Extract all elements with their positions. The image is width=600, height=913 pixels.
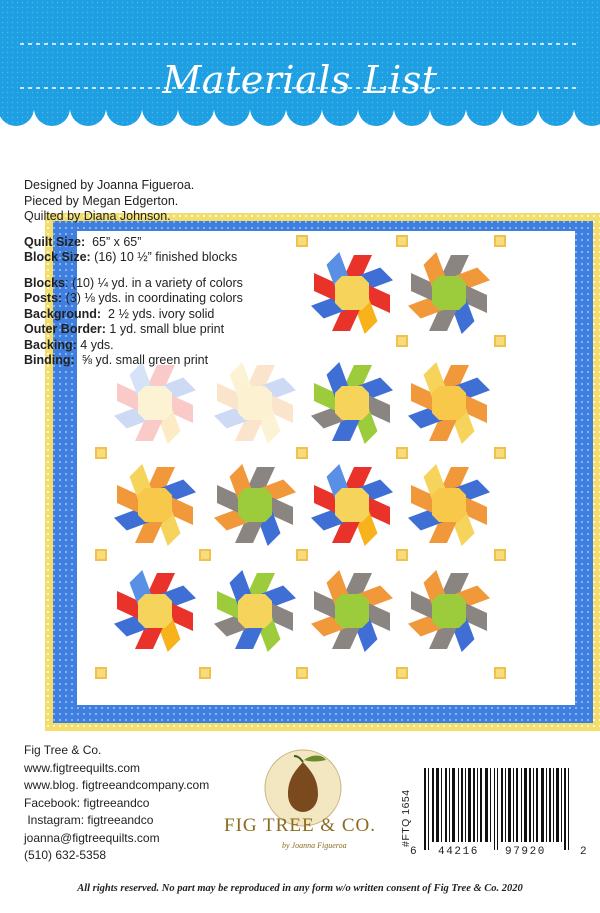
instagram-handle[interactable]: Instagram: figtreeandco xyxy=(24,813,154,827)
material-label: Binding: xyxy=(24,353,75,367)
facebook-handle[interactable]: Facebook: figtreeandco xyxy=(24,795,150,810)
email-link[interactable]: joanna@figtreequilts.com xyxy=(24,830,160,845)
material-value: (3) ⅛ yds. in coordinating colors xyxy=(62,291,243,305)
barcode-digits-left: 44216 xyxy=(438,846,480,858)
block-size-value: (16) 10 ½” finished blocks xyxy=(90,250,238,264)
barcode-digits-right: 97920 xyxy=(505,846,547,858)
quilt-size-label: Quilt Size: xyxy=(24,234,86,249)
barcode-digit-lead: 6 xyxy=(410,846,419,858)
material-value: 2 ½ yds. ivory solid xyxy=(101,306,215,321)
quilt-size xyxy=(24,235,324,251)
website-link[interactable]: www.figtreequilts.com xyxy=(24,760,141,775)
material-value: ⅝ yd. small green print xyxy=(74,353,209,367)
material-label: Blocks xyxy=(24,275,65,290)
quilt-size-value: 65” x 65” xyxy=(85,234,142,249)
block-size-label: Block Size: xyxy=(24,250,91,264)
material-label: Posts: xyxy=(24,291,63,305)
materials-info xyxy=(24,178,324,369)
material-value: 4 yds. xyxy=(76,337,114,352)
quilted-by: Quilted by Diana Johnson. xyxy=(24,209,171,223)
material-row xyxy=(24,353,324,369)
designed-by: Designed by Joanna Figueroa. xyxy=(24,178,195,192)
material-value: 1 yd. small blue print xyxy=(105,322,225,336)
copyright-notice: All rights reserved. No part may be reproduced in any form w/o written consent of Fig Tree & Co. 2020 xyxy=(77,883,523,894)
material-row xyxy=(24,338,324,354)
logo-wordmark: FIG TREE & CO. xyxy=(224,815,376,836)
pieced-by: Pieced by Megan Edgerton. xyxy=(24,193,179,208)
material-value: : (10) ¼ yd. in a variety of colors xyxy=(65,275,243,290)
contact-info xyxy=(24,742,209,865)
fig-tree-logo-icon xyxy=(238,748,368,868)
page-title: Materials List xyxy=(162,58,438,102)
header-banner xyxy=(0,0,600,132)
material-row xyxy=(24,307,324,323)
company-name: Fig Tree & Co. xyxy=(24,743,102,757)
blog-link[interactable]: www.blog. figtreeandcompany.com xyxy=(24,778,210,792)
material-label: Outer Border: xyxy=(24,322,106,336)
logo-byline: by Joanna Figueroa xyxy=(282,841,347,850)
material-row xyxy=(24,322,324,338)
material-row xyxy=(24,276,324,292)
material-row xyxy=(24,291,324,307)
material-label: Backing: xyxy=(24,337,77,352)
material-label: Background: xyxy=(24,306,102,321)
block-size xyxy=(24,250,324,266)
product-sku: #FTQ 1654 xyxy=(400,789,412,847)
phone-number: (510) 632-5358 xyxy=(24,848,107,862)
barcode-digit-check: 2 xyxy=(580,846,589,858)
